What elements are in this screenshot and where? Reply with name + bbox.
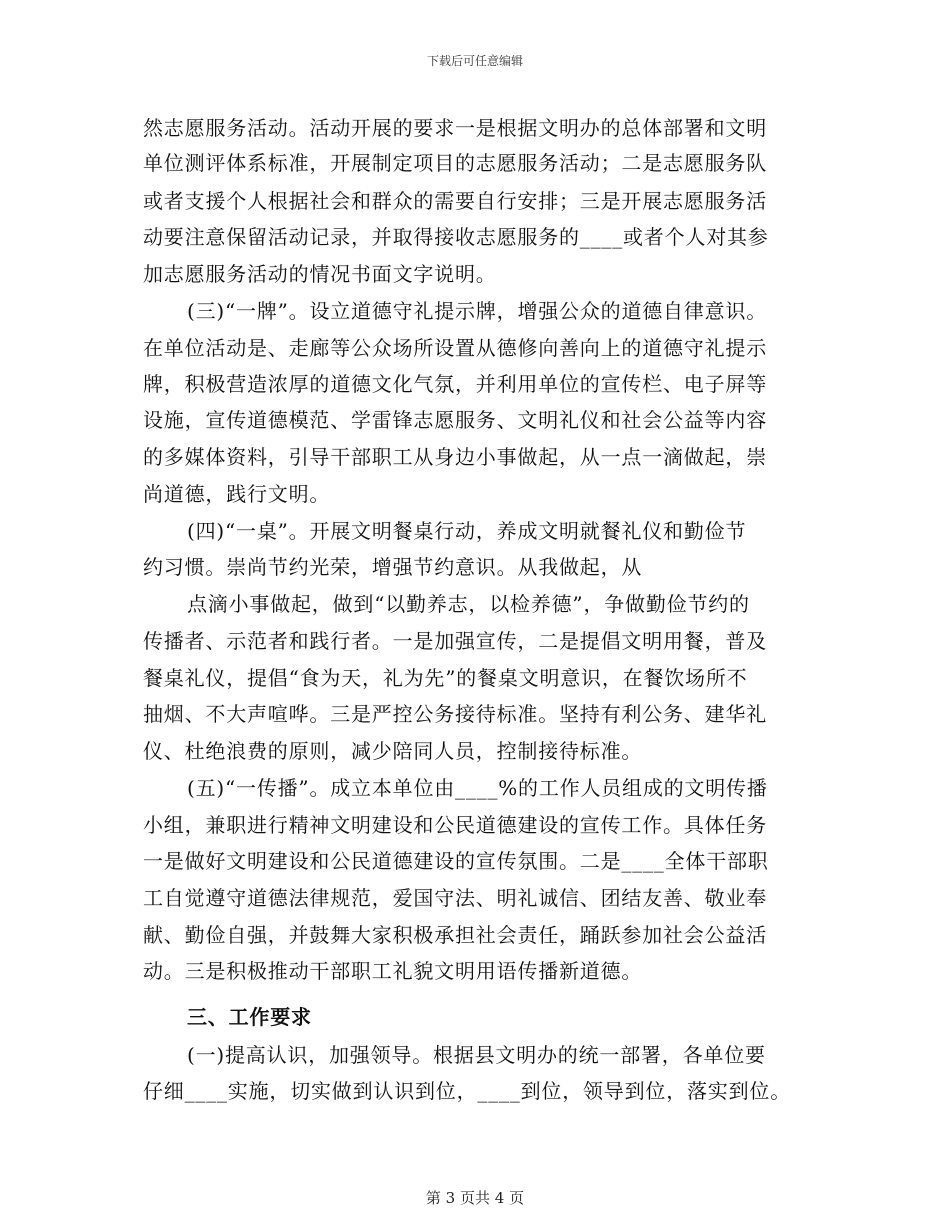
- text-line: 传播者、示范者和践行者。一是加强宣传，二是提倡文明用餐，普及: [143, 629, 767, 653]
- text-line: 的多媒体资料，引导干部职工从身边小事做起，从一点一滴做起，崇: [143, 445, 767, 469]
- text-line: 动要注意保留活动记录，并取得接收志愿服务的____或者个人对其参: [143, 225, 769, 249]
- text-line: 约习惯。崇尚节约光荣，增强节约意识。从我做起，从: [143, 555, 643, 579]
- text-line: 然志愿服务活动。活动开展的要求一是根据文明办的总体部署和文明: [143, 116, 767, 140]
- text-line: 牌，积极营造浓厚的道德文化气氛，并利用单位的宣传栏、电子屏等: [143, 372, 767, 396]
- text-line: 献、勤俭自强，并鼓舞大家积极承担社会责任，踊跃参加社会公益活: [143, 923, 767, 947]
- text-line: 抽烟、不大声喧哗。三是严控公务接待标准。坚持有利公务、建华礼: [143, 702, 767, 726]
- paragraph-start-line: (四)“一桌”。开展文明餐桌行动，养成文明就餐礼仪和勤俭节: [187, 519, 747, 543]
- text-line: 加志愿服务活动的情况书面文字说明。: [143, 262, 497, 286]
- paragraph-start-line: (五)“一传播”。成立本单位由____%的工作人员组成的文明传播: [187, 776, 768, 800]
- text-line: 仔细____实施，切实做到认识到位，____到位，领导到位，落实到位。: [143, 1079, 791, 1103]
- paragraph-start-line: (一)提高认识，加强领导。根据县文明办的统一部署，各单位要: [187, 1043, 766, 1067]
- section-heading: 三、工作要求: [187, 1005, 312, 1029]
- paragraph-start-line: (三)“一牌”。设立道德守礼提示牌，增强公众的道德自律意识。: [187, 299, 768, 323]
- text-line: 点滴小事做起，做到“以勤养志，以检养德”，争做勤俭节约的: [187, 592, 750, 616]
- text-line: 工自觉遵守道德法律规范，爱国守法、明礼诚信、团结友善、敬业奉: [143, 886, 767, 910]
- page-header: 下载后可任意编辑: [426, 54, 523, 68]
- text-line: 一是做好文明建设和公民道德建设的宣传氛围。二是____全体干部职: [143, 849, 769, 873]
- page-footer: 第 3 页共 4 页: [425, 1189, 525, 1207]
- text-line: 餐桌礼仪，提倡“食为天，礼为先”的餐桌文明意识，在餐饮场所不: [143, 666, 748, 690]
- text-line: 小组，兼职进行精神文明建设和公民道德建设的宣传工作。具体任务: [143, 813, 767, 837]
- text-line: 在单位活动是、走廊等公众场所设置从德修向善向上的道德守礼提示: [143, 336, 767, 360]
- text-line: 或者支援个人根据社会和群众的需要自行安排；三是开展志愿服务活: [143, 189, 767, 213]
- text-line: 单位测评体系标准，开展制定项目的志愿服务活动；二是志愿服务队: [143, 151, 767, 175]
- text-line: 仪、杜绝浪费的原则，减少陪同人员，控制接待标准。: [143, 739, 643, 763]
- text-line: 尚道德，践行文明。: [143, 482, 331, 506]
- text-line: 设施，宣传道德模范、学雷锋志愿服务、文明礼仪和社会公益等内容: [143, 408, 767, 432]
- text-line: 动。三是积极推动干部职工礼貌文明用语传播新道德。: [143, 959, 643, 983]
